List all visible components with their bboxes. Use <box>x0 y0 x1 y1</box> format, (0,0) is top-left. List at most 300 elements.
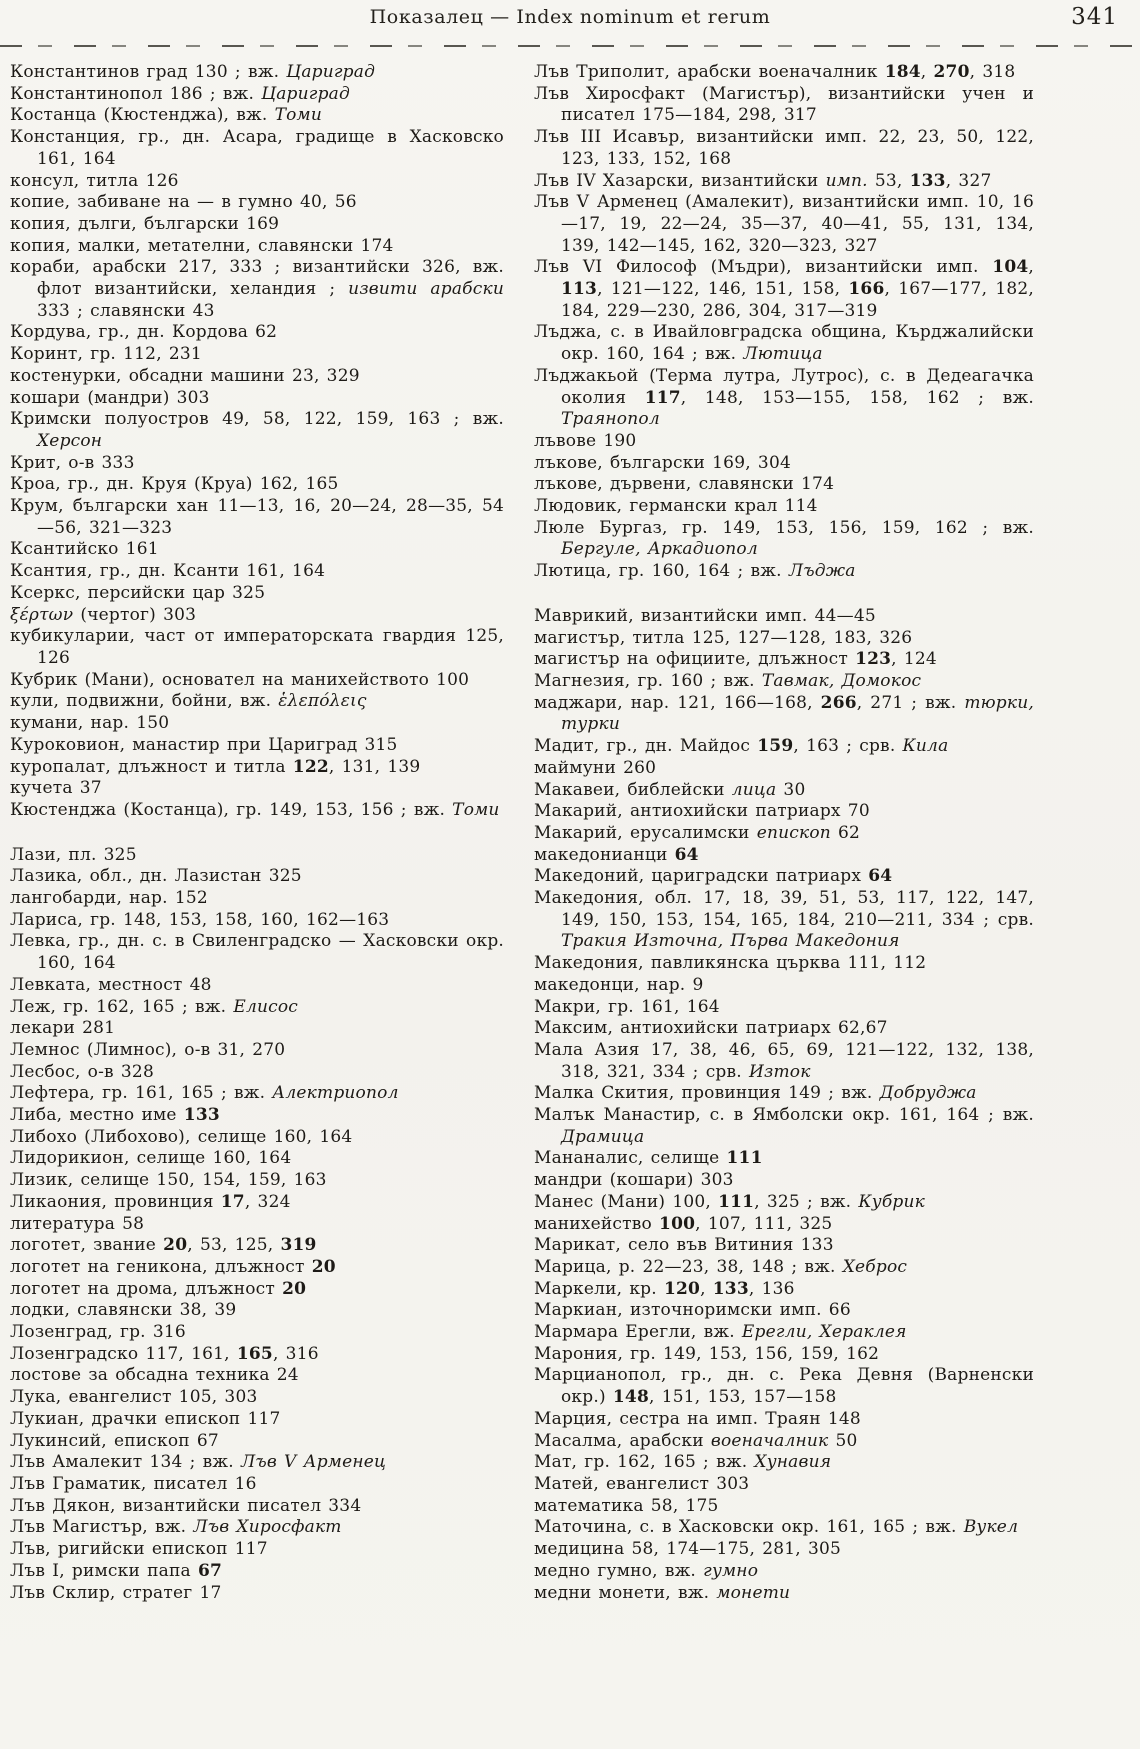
index-entry <box>534 671 1034 693</box>
index-entry <box>534 780 1034 802</box>
entry-text: Лъджакьой (Терма лутра, Лутрос), с. в Дедеагачка околия <box>534 365 1034 408</box>
running-title: Показалец — Index nominum et rerum <box>369 6 771 28</box>
index-entry <box>534 1409 1034 1431</box>
entry-text: Мат, гр. 162, 165 ; вж. <box>534 1452 755 1473</box>
entry-text: Лука, евангелист 105, 303 <box>10 1387 258 1408</box>
entry-text: Траянопол <box>561 409 660 430</box>
entry-text: 270 <box>933 62 970 82</box>
entry-text: Коринт, гр. 112, 231 <box>10 344 202 365</box>
entry-text: , 124 <box>891 649 937 670</box>
index-entry <box>10 1300 504 1322</box>
index-entry <box>534 1170 1034 1192</box>
entry-text: Лазика, обл., дн. Лазистан 325 <box>10 866 302 887</box>
index-entry <box>10 1496 504 1518</box>
index-entry <box>10 1192 504 1214</box>
entry-text: 133 <box>183 1105 220 1126</box>
entry-text: Ксантия, гр., дн. Ксанти 161, 164 <box>10 561 326 582</box>
entry-text: Мармара Ерегли, вж. <box>534 1322 742 1343</box>
entry-text: монети <box>716 1582 791 1603</box>
entry-text: Лютица <box>743 344 823 365</box>
entry-text: 50 <box>828 1430 858 1451</box>
index-entry <box>534 801 1034 823</box>
index-entry <box>534 1561 1034 1583</box>
entry-text: Людовик, германски крал 114 <box>534 496 818 517</box>
index-entry <box>534 1365 1034 1408</box>
entry-text: Манес (Мани) 100, <box>534 1191 719 1212</box>
entry-text: имп. <box>825 170 868 191</box>
entry-text: Кубрик (Мани), основател на манихейството 100 <box>10 669 470 690</box>
entry-text: лица <box>731 779 777 800</box>
entry-text: 333 ; славянски 43 <box>37 300 215 321</box>
entry-text: Лозенград, гр. 316 <box>10 1322 186 1343</box>
index-entry <box>10 605 504 627</box>
index-entry <box>10 888 504 910</box>
entry-text: 64 <box>868 866 893 887</box>
index-entry <box>10 214 504 236</box>
entry-text: Кила <box>902 736 949 757</box>
entry-text: медицина 58, 174—175, 281, 305 <box>534 1539 842 1560</box>
index-entry <box>10 670 504 692</box>
entry-text: 266 <box>820 692 857 713</box>
entry-text: лъвове 190 <box>534 430 637 451</box>
entry-text: медни монети, вж. <box>534 1582 717 1603</box>
index-entry <box>10 105 504 127</box>
index-entry <box>10 1127 504 1149</box>
index-entry <box>534 561 1034 583</box>
entry-text: Вукел <box>963 1517 1019 1538</box>
index-entry <box>534 1452 1034 1474</box>
entry-text: 120 <box>663 1278 701 1299</box>
index-entry <box>10 388 504 410</box>
index-entry <box>10 931 504 974</box>
entry-text: Лази, пл. 325 <box>10 844 137 865</box>
entry-text: 117 <box>644 387 681 408</box>
index-entry <box>10 1018 504 1040</box>
entry-text: Крум, български хан 11—13, 16, 20—24, 28—35, 54—56, 321—323 <box>10 496 504 538</box>
entry-text: Лъв Триполит, арабски военачалник <box>534 62 885 82</box>
entry-text: Лютица, гр. 160, 164 ; вж. <box>534 561 789 582</box>
index-entry <box>10 257 504 322</box>
index-entry <box>10 1409 504 1431</box>
entry-text: Хунавия <box>754 1452 832 1473</box>
entry-text: 111 <box>726 1148 763 1169</box>
entry-text: манихейство <box>534 1213 660 1234</box>
entry-text: логотет на геникона, длъжност <box>10 1256 312 1277</box>
entry-text: лъкове, български 169, 304 <box>534 452 791 473</box>
entry-text: Люле Бургаз, гр. 149, 153, 156, 159, 162 ; вж. <box>534 517 1034 538</box>
entry-text: математика 58, 175 <box>534 1495 719 1516</box>
entry-text: кули, подвижни, бойни, вж. <box>10 691 279 712</box>
index-entry <box>10 1170 504 1192</box>
entry-text: Лъв V Арменец <box>240 1452 387 1473</box>
entry-text: Маточина, с. в Хасковски окр. 161, 165 ; вж. <box>534 1517 964 1538</box>
index-entry <box>10 583 504 605</box>
entry-text: Лъв Граматик, писател 16 <box>10 1474 257 1494</box>
index-entry <box>10 1452 504 1474</box>
entry-text: , 325 ; вж. <box>754 1191 859 1212</box>
entry-text: лодки, славянски 38, 39 <box>10 1300 237 1321</box>
index-entry <box>534 758 1034 780</box>
index-entry <box>534 1214 1034 1236</box>
entry-text: 111 <box>718 1191 755 1212</box>
index-entry <box>534 628 1034 650</box>
entry-text: копия, малки, метателни, славянски 174 <box>10 235 394 256</box>
index-entry <box>534 1300 1034 1322</box>
entry-text: Макарий, антиохийски патриарх 70 <box>534 801 870 822</box>
entry-text: Хеброс <box>842 1256 908 1277</box>
entry-text: 319 <box>280 1235 317 1256</box>
entry-text: 30 <box>776 779 806 800</box>
entry-text: Добруджа <box>879 1083 977 1104</box>
index-entry <box>10 910 504 932</box>
entry-text: Мананалис, селище <box>534 1148 727 1169</box>
entry-text: Лъв Магистър, вж. <box>10 1517 194 1538</box>
entry-text: Лъв Склир, стратег 17 <box>10 1582 222 1603</box>
index-entry <box>534 474 1034 496</box>
entry-text: Ксантийско 161 <box>10 539 159 560</box>
entry-text: 133 <box>909 170 946 191</box>
entry-text: Левка, гр., дн. с. в Свиленградско — Хасковски окр. 160, 164 <box>10 931 504 974</box>
index-entry <box>534 496 1034 518</box>
entry-text: лъкове, дървени, славянски 174 <box>534 474 835 495</box>
entry-text: Масалма, арабски <box>534 1430 711 1451</box>
entry-text: Лъв I, римски папа <box>10 1560 198 1581</box>
index-entry <box>10 735 504 757</box>
entry-text: 133 <box>712 1278 749 1299</box>
index-entry <box>534 1583 1034 1605</box>
index-entry <box>10 1257 504 1279</box>
index-entry <box>10 1062 504 1084</box>
index-entry <box>534 866 1034 888</box>
entry-text: 100 <box>659 1213 696 1234</box>
entry-text: 20 <box>311 1256 336 1277</box>
entry-text: Ликаония, провинция <box>10 1191 221 1212</box>
entry-text: ξέρτων <box>10 604 74 625</box>
entry-text: Констанция, гр., дн. Асара, градище в Хасковско 161, 164 <box>10 127 504 169</box>
entry-text: Марцианопол, гр., дн. с. Река Девня (Варненски окр.) <box>534 1365 1034 1408</box>
entry-text: 122 <box>292 756 329 777</box>
entry-text: военачалник <box>710 1430 829 1451</box>
index-entry <box>534 845 1034 867</box>
entry-text: мандри (кошари) 303 <box>534 1170 734 1191</box>
entry-text: Малка Скития, провинция 149 ; вж. <box>534 1083 880 1104</box>
index-entry <box>10 1561 504 1583</box>
entry-text: , 327 <box>945 170 992 191</box>
header-rule <box>0 44 1140 48</box>
entry-text: , 53, 125, <box>187 1235 281 1256</box>
entry-text: Марония, гр. 149, 153, 156, 159, 162 <box>534 1343 880 1364</box>
index-entry <box>534 1517 1034 1539</box>
entry-text: Ксеркс, персийски цар 325 <box>10 582 266 603</box>
entry-text: Марица, р. 22—23, 38, 148 ; вж. <box>534 1256 843 1277</box>
entry-text: Ерегли, Хераклея <box>741 1322 907 1343</box>
index-entry <box>10 626 504 669</box>
index-entry <box>10 1583 504 1605</box>
index-entry <box>534 518 1034 561</box>
index-entry <box>10 1148 504 1170</box>
entry-text: Цариград <box>286 62 376 82</box>
index-entry <box>534 1474 1034 1496</box>
entry-text: Томи <box>274 105 322 126</box>
entry-text: , 107, 111, 325 <box>695 1213 833 1234</box>
entry-text: Магнезия, гр. 160 ; вж. <box>534 670 762 691</box>
index-entry <box>10 1083 504 1105</box>
entry-text: Лукиан, драчки епископ 117 <box>10 1408 281 1429</box>
index-entry <box>534 953 1034 975</box>
entry-text: Кроа, гр., дн. Круя (Круа) 162, 165 <box>10 474 339 495</box>
entry-text: Лъв, ригийски епископ 117 <box>10 1539 268 1560</box>
entry-text: логотет на дрома, длъжност <box>10 1278 283 1299</box>
entry-text: Лъв Хиросфакт <box>193 1517 342 1538</box>
entry-text: Тракия Източна, Първа Македония <box>561 931 900 952</box>
entry-text: Лъв Амалекит 134 ; вж. <box>10 1452 241 1473</box>
entry-text: Драмица <box>561 1126 645 1147</box>
entry-text: Мадит, гр., дн. Майдос <box>534 736 758 757</box>
entry-text: македонци, нар. 9 <box>534 974 704 995</box>
index-entry <box>534 1192 1034 1214</box>
entry-text: македонианци <box>534 844 675 865</box>
index-entry <box>534 192 1034 257</box>
entry-text: Макавеи, библейски <box>534 779 732 800</box>
index-entry <box>10 1105 504 1127</box>
entry-text: , 271 ; вж. <box>856 692 965 713</box>
entry-text: Македония, павликянска църква 111, 112 <box>534 953 927 974</box>
entry-text: лекари 281 <box>10 1018 116 1039</box>
entry-text: Лемнос (Лимнос), о-в 31, 270 <box>10 1039 286 1060</box>
entry-text: , 148, 153—155, 158, 162 ; вж. <box>680 387 1034 408</box>
index-entry <box>10 800 504 822</box>
entry-text: Марикат, село във Витиния 133 <box>534 1235 834 1256</box>
index-entry <box>534 1105 1034 1148</box>
index-entry <box>534 453 1034 475</box>
index-entry <box>10 496 504 539</box>
entry-text: 166 <box>848 279 885 300</box>
index-entry <box>10 975 504 997</box>
entry-text: кошари (мандри) 303 <box>10 387 210 408</box>
index-entry <box>534 322 1034 365</box>
index-entry <box>10 1344 504 1366</box>
entry-text: 53, <box>867 170 910 191</box>
index-entry <box>10 127 504 170</box>
index-entry <box>10 453 504 475</box>
entry-text: Макарий, ерусалимски <box>534 822 757 843</box>
index-entry <box>10 344 504 366</box>
index-entry <box>534 888 1034 953</box>
entry-text: Либохо (Либохово), селище 160, 164 <box>10 1126 353 1147</box>
entry-text: Лъв VI Философ (Мъдри), византийски имп. <box>534 257 993 278</box>
index-column-right <box>534 62 1034 1604</box>
entry-text: , 163 ; срв. <box>793 736 903 757</box>
index-entry <box>10 866 504 888</box>
entry-text: , 167—177, 182, 184, 229—230, 286, 304, 317—319 <box>561 279 1034 321</box>
entry-text: маймуни 260 <box>534 757 657 778</box>
entry-text: 148 <box>612 1387 649 1408</box>
index-entry <box>10 1517 504 1539</box>
entry-text: 62 <box>830 822 861 843</box>
entry-text: Македония, обл. 17, 18, 39, 51, 53, 117, 122, 147, 149, 150, 153, 154, 165, 184, 210—211, 334 ; срв. <box>534 888 1034 930</box>
entry-text: Цариград <box>261 83 350 104</box>
entry-text: магистър, титла 125, 127—128, 183, 326 <box>534 627 913 648</box>
index-entry <box>10 366 504 388</box>
entry-text: , 151, 153, 157—158 <box>648 1387 837 1408</box>
index-entry <box>10 561 504 583</box>
entry-text: Лъв Хиросфакт (Магистър), византийски учен и писател 175—184, 298, 317 <box>534 83 1034 126</box>
entry-text: кубикуларии, част от императорската гвардия 125, 126 <box>10 626 504 668</box>
entry-text: Матей, евангелист 303 <box>534 1474 750 1494</box>
index-entry <box>10 997 504 1019</box>
entry-text: Маврикий, византийски имп. 44—45 <box>534 605 876 626</box>
index-entry <box>534 366 1034 431</box>
entry-text: магистър на официите, длъжност <box>534 649 856 670</box>
entry-text: Лариса, гр. 148, 153, 158, 160, 162—163 <box>10 909 390 930</box>
index-entry <box>534 649 1034 671</box>
entry-text: , 136 <box>748 1278 795 1299</box>
entry-text: Максим, антиохийски патриарх 62,67 <box>534 1018 888 1039</box>
index-entry <box>534 1235 1034 1257</box>
entry-text: 123 <box>855 649 892 670</box>
index-entry <box>10 1235 504 1257</box>
entry-text: Лъв V Арменец (Амалекит), византийски имп. 10, 16—17, 19, 22—24, 35—37, 40—41, 55, 131, 134, 139, 142—145, 162, 320—323, 327 <box>534 192 1034 256</box>
entry-text: Алектриопол <box>272 1083 399 1104</box>
index-entry <box>10 539 504 561</box>
index-entry <box>10 84 504 106</box>
index-entry <box>534 693 1034 736</box>
index-entry <box>10 1431 504 1453</box>
index-entry <box>534 1083 1034 1105</box>
entry-text: Мала Азия 17, 38, 46, 65, 69, 121—122, 132, 138, 318, 321, 334 ; срв. <box>534 1039 1034 1082</box>
entry-text: Костанца (Кюстенджа), вж. <box>10 105 275 126</box>
index-entry <box>10 1365 504 1387</box>
entry-text: лостове за обсадна техника 24 <box>10 1365 299 1386</box>
entry-text: Константинопол 186 ; вж. <box>10 83 262 104</box>
index-entry <box>10 322 504 344</box>
index-entry <box>534 1431 1034 1453</box>
entry-text: Македоний, цариградски патриарх <box>534 866 869 887</box>
entry-text: Херсон <box>37 430 103 451</box>
index-entry <box>10 1322 504 1344</box>
entry-text: Константинов град 130 ; вж. <box>10 62 287 82</box>
entry-text: Кюстенджа (Костанца), гр. 149, 153, 156 ; вж. <box>10 799 453 820</box>
entry-text: медно гумно, вж. <box>534 1560 704 1581</box>
index-entry <box>10 236 504 258</box>
entry-text: Елисос <box>233 996 299 1017</box>
entry-text: тюрки, турки <box>561 692 1034 735</box>
index-entry <box>534 62 1034 84</box>
entry-text: , <box>700 1278 713 1299</box>
index-entry <box>534 1040 1034 1083</box>
index-entry <box>534 84 1034 127</box>
index-column-left <box>10 62 504 1604</box>
entry-text: , <box>920 62 934 82</box>
index-entry <box>534 606 1034 628</box>
entry-text: Лефтера, гр. 161, 165 ; вж. <box>10 1083 273 1104</box>
index-entry <box>534 1148 1034 1170</box>
entry-text: Изток <box>748 1061 811 1082</box>
index-entry <box>534 975 1034 997</box>
entry-text: куропалат, длъжност и титла <box>10 756 293 777</box>
entry-text: епископ <box>756 822 831 843</box>
index-entry <box>10 1279 504 1301</box>
entry-text: 64 <box>674 844 699 865</box>
index-entry <box>534 1344 1034 1366</box>
entry-text: Лидорикион, селище 160, 164 <box>10 1148 292 1169</box>
entry-text: Лесбос, о-в 328 <box>10 1061 154 1082</box>
entry-text: Бергуле, Аркадиопол <box>561 539 758 560</box>
index-entry <box>534 997 1034 1019</box>
entry-text: Либа, местно име <box>10 1105 184 1126</box>
index-entry <box>10 1040 504 1062</box>
entry-text: 104 <box>992 257 1029 278</box>
entry-text: Маркиан, източноримски имп. 66 <box>534 1300 851 1321</box>
index-entry <box>534 171 1034 193</box>
index-entry <box>534 823 1034 845</box>
index-entry <box>534 127 1034 170</box>
entry-text: 184 <box>884 62 921 82</box>
index-entry <box>10 845 504 867</box>
entry-text: извити арабски <box>348 279 504 300</box>
index-entry <box>534 736 1034 758</box>
index-entry <box>10 691 504 713</box>
index-entry <box>10 171 504 193</box>
entry-text: , 121—122, 146, 151, 158, <box>597 279 849 300</box>
index-entry <box>10 1387 504 1409</box>
entry-text: Лъв Дякон, византийски писател 334 <box>10 1495 362 1516</box>
entry-text: Кордува, гр., дн. Кордова 62 <box>10 322 278 343</box>
index-entry <box>534 1322 1034 1344</box>
entry-text: лангобарди, нар. 152 <box>10 888 208 909</box>
entry-text: Малък Манастир, с. в Ямболски окр. 161, 164 ; вж. <box>534 1105 1034 1126</box>
entry-text: Лукинсий, епископ 67 <box>10 1430 219 1451</box>
entry-text: кумани, нар. 150 <box>10 713 170 734</box>
entry-text: литература 58 <box>10 1213 145 1234</box>
entry-text: Лъджа <box>788 561 856 582</box>
entry-text: копие, забиване на — в гумно 40, 56 <box>10 192 357 213</box>
entry-text: Кримски полуостров 49, 58, 122, 159, 163 ; вж. <box>10 409 504 430</box>
index-entry <box>10 192 504 214</box>
index-entry <box>10 1539 504 1561</box>
index-entry <box>10 62 504 84</box>
index-entry <box>534 1257 1034 1279</box>
entry-text: Лъв IV Хазарски, византийски <box>534 170 826 191</box>
entry-text: Леж, гр. 162, 165 ; вж. <box>10 996 234 1017</box>
entry-text: костенурки, обсадни машини 23, 329 <box>10 365 360 386</box>
entry-text: 165 <box>236 1343 273 1364</box>
entry-text: 113 <box>561 279 598 300</box>
index-entry <box>534 1279 1034 1301</box>
entry-text: 67 <box>197 1560 223 1581</box>
entry-text: консул, титла 126 <box>10 170 179 191</box>
entry-text: , 316 <box>272 1343 319 1364</box>
page-header <box>0 6 1140 40</box>
index-entry <box>534 1496 1034 1518</box>
entry-text: Макри, гр. 161, 164 <box>534 996 720 1017</box>
index-entry <box>534 257 1034 322</box>
entry-text: (чертог) 303 <box>73 604 197 625</box>
index-entry <box>10 713 504 735</box>
entry-text: Лъв III Исавър, византийски имп. 22, 23, 50, 122, 123, 133, 152, 168 <box>534 127 1034 169</box>
entry-text: Крит, о-в 333 <box>10 452 135 473</box>
entry-text: , 318 <box>969 62 1016 82</box>
entry-text: маджари, нар. 121, 166—168, <box>534 692 821 713</box>
index-entry <box>10 409 504 452</box>
entry-text: Кубрик <box>858 1191 925 1212</box>
entry-text: гумно <box>703 1560 759 1581</box>
entry-text: 20 <box>282 1278 307 1299</box>
index-entry <box>10 474 504 496</box>
index-entry <box>10 1214 504 1236</box>
entry-text: , 324 <box>244 1191 291 1212</box>
index-entry <box>534 1018 1034 1040</box>
